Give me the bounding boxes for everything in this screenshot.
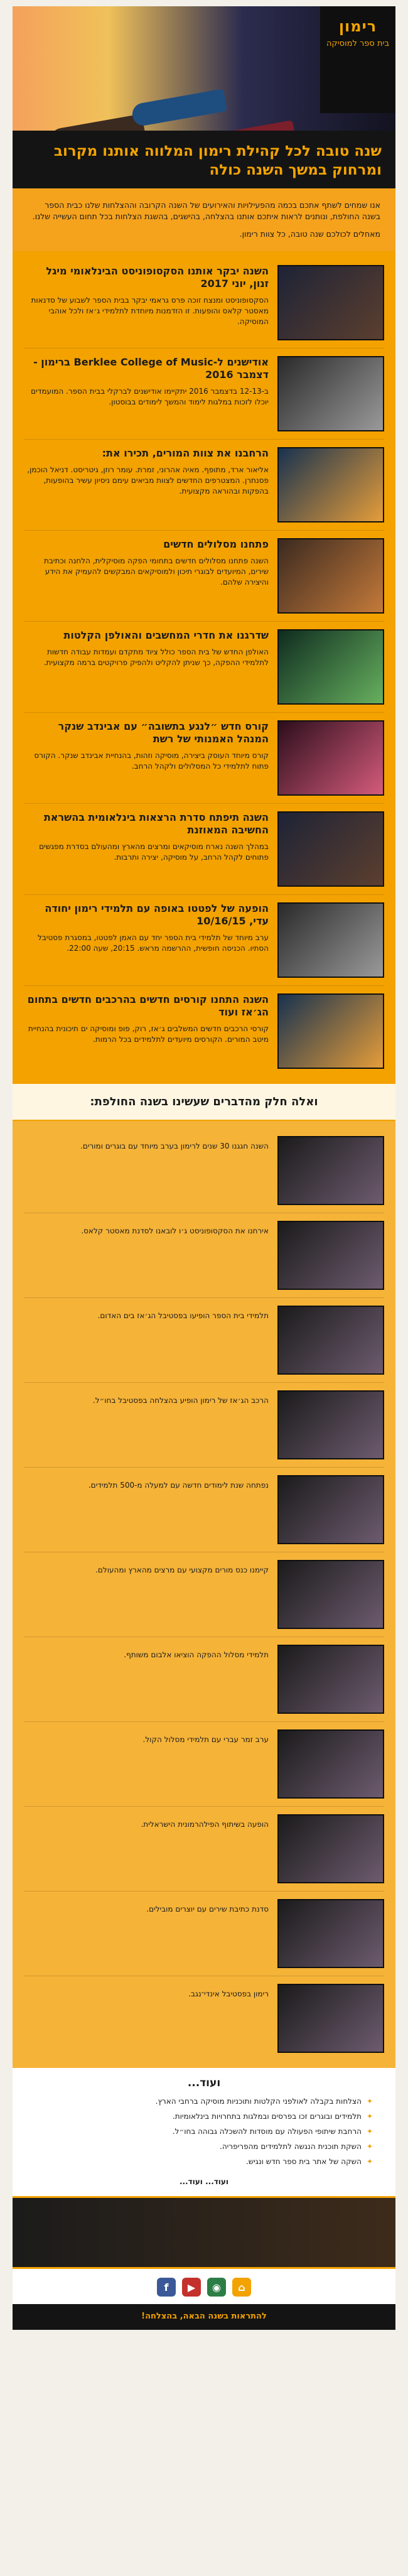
news-body: קורסי הרכבים חדשים המשלבים ג׳אז, רוק, פופ ומוסיקה ים תיכונית בהנחיית מיטב המורים. הקורסים מיועדים לתלמידים בכל הרמות. (28, 1024, 269, 1044)
headline-bar (13, 131, 395, 188)
headline-text: שנה טובה לכל קהילת רימון המלווה אותנו מקרוב ומרחוק במשך השנה כולה (53, 143, 382, 178)
gallery-image (277, 1560, 384, 1629)
gallery-image (277, 1899, 384, 1968)
newsletter (13, 6, 395, 2330)
youtube-icon[interactable]: ▶ (182, 2278, 201, 2297)
bullet-icon: ✦ (366, 2142, 373, 2151)
news-item[interactable] (24, 895, 384, 986)
gallery-item[interactable] (24, 1128, 384, 1213)
news-title: פתחנו מסלולים חדשים (163, 538, 269, 550)
news-item[interactable] (24, 531, 384, 622)
gallery-image (277, 1475, 384, 1544)
news-item[interactable] (24, 440, 384, 531)
more-item-text: הצלחות בקבלה לאולפני הקלטות ותוכניות מוסיקה ברחבי הארץ. (155, 2097, 362, 2106)
news-image (277, 993, 384, 1069)
brand-name: רימון (338, 18, 377, 35)
news-item[interactable] (24, 257, 384, 349)
more-section (13, 2068, 395, 2196)
news-section (13, 251, 395, 1083)
more-item (24, 2111, 373, 2122)
website-icon[interactable]: ◉ (207, 2278, 226, 2297)
gallery-caption: סדנת כתיבת שירים עם יוצרים מובילים. (146, 1905, 269, 1913)
more-item (24, 2141, 373, 2152)
gallery-image (277, 1390, 384, 1459)
news-body: במהלך השנה נארח מוסיקאים ומרצים מהארץ ומהעולם בסדרת מפגשים פתוחים לקהל הרחב, על מוסיקה, יצירה ותרבות. (39, 842, 269, 862)
gallery-caption: השנה חגגנו 30 שנים לרימון בערב מיוחד עם בוגרים ומורים. (80, 1142, 269, 1150)
news-body: האולפן החדש של בית הספר כולל ציוד מתקדם ועמדות עבודה חדשות לתלמידי ההפקה, כך שניתן להקליט ולהפיק פרויקטים ברמה מקצועית. (43, 647, 269, 667)
news-text (24, 356, 269, 408)
intro-paragraph: אנו שמחים לשתף אתכם בכמה מהפעילויות והאירועים של השנה הקרובה וההצלחות שלנו כבית הספר בשנה החולפת, ונותנים לראות איתכם אותנו בהצלחה, בהישגים, בהשגת הצלחות בכל תחום העשייה שלנו. (32, 200, 380, 221)
news-body: הסקסופוניסט ומנצח זוכה פרס גראמי יבקר בבית הספר לשבוע של סדנאות מאסטר קלאס והופעות. זו הזדמנות מיוחדת לתלמידי ג׳אז ולכל אוהבי המוסיקה. (31, 296, 269, 326)
news-title: שדרגנו את חדרי המחשבים והאולפן הקלטות (63, 629, 269, 641)
news-title: הרחבנו את צוות המורים, תכירו את: (102, 447, 269, 459)
more-item-text: השקת תוכנית הנגשה לתלמידים מהפריפריה. (220, 2142, 362, 2151)
news-item[interactable] (24, 713, 384, 804)
news-image (277, 720, 384, 796)
gallery-caption: תלמידי מסלול ההפקה הוציאו אלבום משותף. (124, 1650, 269, 1659)
home-icon[interactable]: ⌂ (232, 2278, 251, 2297)
intro-greeting: מאחלים לכולכם שנה טובה, כל צוות רימון. (239, 229, 380, 239)
brand-subtitle: בית ספר למוסיקה (326, 39, 389, 48)
footer-photo (13, 2196, 395, 2269)
social-links (13, 2269, 395, 2304)
news-item[interactable] (24, 986, 384, 1076)
news-item[interactable] (24, 804, 384, 895)
news-body: השנה פתחנו מסלולים חדשים בתחומי הפקה מוסיקלית, הלחנה וכתיבת שירים, המיועדים לבוגרי תיכון ולמוסיקאים המבקשים להעמיק את הידע והיצירה שלהם. (43, 556, 269, 587)
news-text (24, 993, 269, 1045)
gallery-image (277, 1136, 384, 1205)
more-item-text: הרחבת שיתופי הפעולה עם מוסדות להשכלה גבוהה בחו״ל. (172, 2127, 362, 2136)
facebook-icon[interactable]: f (157, 2278, 176, 2297)
news-image (277, 902, 384, 978)
news-title: קורס חדש ״לנגע בתשובה״ עם אבינדב שנקר המנהל האמנותי של רשת (58, 720, 269, 745)
news-text (24, 720, 269, 772)
gallery-caption: אירחנו את הסקסופוניסט ג׳ו לובאנו לסדנת מאסטר קלאס. (81, 1226, 269, 1235)
news-image (277, 265, 384, 340)
gallery-image (277, 1645, 384, 1714)
news-title: השנה תיפתח סדרת הרצאות בינלאומית בהשראת החשיבה המאוזנת (43, 811, 269, 836)
news-text (24, 265, 269, 327)
news-title: השנה התחנו קורסים חדשים בהרכבים חדשים בתחום הג׳אז ועוד (27, 993, 269, 1018)
gallery-item[interactable] (24, 1976, 384, 2060)
bullet-icon: ✦ (366, 2112, 373, 2121)
gallery-caption: ערב זמר עברי עם תלמידי מסלול הקול. (142, 1735, 269, 1744)
gallery-item[interactable] (24, 1383, 384, 1468)
news-text (24, 629, 269, 668)
gallery-item[interactable] (24, 1298, 384, 1383)
header-banner (13, 6, 395, 188)
gallery-image (277, 1221, 384, 1290)
news-text (24, 902, 269, 954)
more-item (24, 2156, 373, 2167)
news-image (277, 538, 384, 614)
more-item-text: תלמידים ובוגרים זכו בפרסים ובמלגות בתחרויות בינלאומיות. (172, 2112, 362, 2121)
more-end-note: ועוד... ועוד... (179, 2177, 229, 2186)
gallery-item[interactable] (24, 1722, 384, 1807)
news-image (277, 811, 384, 887)
news-image (277, 356, 384, 431)
news-image (277, 629, 384, 705)
gallery-item[interactable] (24, 1637, 384, 1722)
news-text (24, 811, 269, 863)
bullet-icon: ✦ (366, 2127, 373, 2136)
bullet-icon: ✦ (366, 2157, 373, 2166)
gallery-caption: תלמידי בית הספר הופיעו בפסטיבל הג׳אז בים האדום. (97, 1311, 269, 1320)
news-image (277, 447, 384, 522)
gallery-item[interactable] (24, 1807, 384, 1891)
more-item-text: השקה של אתר בית ספר חדש ונגיש. (245, 2157, 362, 2166)
past-year-heading: ואלה חלק מהדברים שעשינו בשנה החולפת: (13, 1083, 395, 1121)
news-text (24, 447, 269, 497)
gallery-caption: נפתחה שנת לימודים חדשה עם למעלה מ-500 תלמידים. (88, 1481, 269, 1490)
gallery-item[interactable] (24, 1213, 384, 1298)
news-body: ב-12-13 בדצמבר 2016 יתקיימו אודישנים לברקלי בבית הספר. המועמדים יוכלו לזכות במלגות לימוד והמשך לימודים בבוסטון. (31, 387, 269, 406)
bullet-icon: ✦ (366, 2097, 373, 2106)
more-item (24, 2096, 373, 2107)
gallery-item[interactable] (24, 1468, 384, 1552)
gallery-caption: רימון בפסטיבל אינדי־נגב. (188, 1989, 269, 1998)
gallery-image (277, 1814, 384, 1883)
gallery-caption: הרכב הג׳אז של רימון הופיע בהצלחה בפסטיבל בחו״ל. (92, 1396, 269, 1405)
past-year-gallery (13, 1121, 395, 2068)
gallery-caption: הופעה בשיתוף הפילהרמונית הישראלית. (141, 1820, 269, 1829)
news-body: ערב מיוחד של תלמידי בית הספר יחד עם האמן לפטטו, במסגרת פסטיבל הסתיו. הכניסה חופשית, ההרשמה מראש. 20:15, שעה 22:00. (38, 933, 269, 953)
gallery-item[interactable] (24, 1552, 384, 1637)
more-item (24, 2126, 373, 2137)
footer-text: להתראות בשנה הבאה, בהצלחה! (141, 2312, 267, 2321)
news-item[interactable] (24, 349, 384, 440)
more-title: ועוד... (187, 2077, 221, 2089)
gallery-image (277, 1984, 384, 2053)
news-title: הופעה של לפטטו באופה עם תלמידי רימון יחודה עדי, 10/16/15 (45, 902, 269, 927)
brand-logo (320, 6, 395, 113)
news-title: אודישנים ל-Berklee College of Music ברימון - דצמבר 2016 (33, 356, 269, 381)
news-text (24, 538, 269, 588)
gallery-image (277, 1729, 384, 1799)
gallery-caption: קיימנו כנס מורים מקצועי עם מרצים מהארץ ומהעולם. (95, 1566, 269, 1574)
intro-section (13, 188, 395, 251)
gallery-image (277, 1306, 384, 1375)
news-body: אליאור ארד, מתופף. מאיה אהרוני, זמרת. עומר רוזן, גיטריסט. דניאל הוכמן, פסנתרן. המצטרפים החדשים לצוות מביאים עימם ניסיון עשיר בהופעות, בהפקות ובהוראה מקצועית. (27, 465, 269, 495)
news-title: השנה יבקר אותנו הסקסופוניסט הבינלאומי מיגל זנון, יוני 2017 (46, 265, 269, 290)
guitar-image (131, 89, 227, 127)
news-item[interactable] (24, 622, 384, 713)
news-body: קורס מיוחד העוסק ביצירה, מוסיקה וזהות, בהנחיית אבינדב שנקר. הקורס פתוח לתלמידי כל המסלולים ולקהל הרחב. (34, 751, 269, 771)
footer-bar (13, 2304, 395, 2330)
gallery-item[interactable] (24, 1891, 384, 1976)
more-list (24, 2096, 384, 2167)
